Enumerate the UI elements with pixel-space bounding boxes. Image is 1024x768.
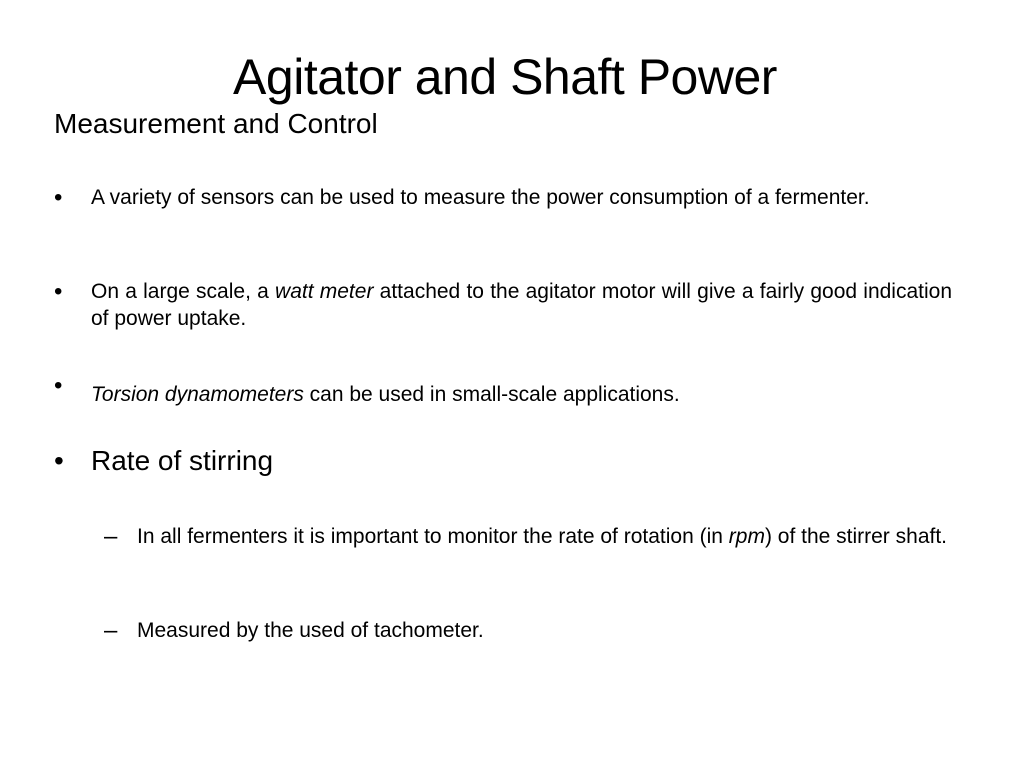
bullet-text [91,184,952,211]
slide-title: Agitator and Shaft Power [233,49,777,105]
bullet-italic-term: Torsion dynamometers [91,383,304,406]
bullet-text [91,278,952,332]
bullet-text-run: attached to the agitator motor will give a fairly good indication of power uptake. [91,280,953,330]
dash-icon: – [104,617,118,644]
bullet-icon: • [54,184,63,211]
bullet-text [91,381,952,408]
sub-bullet-text-run: ) of the stirrer shaft. [764,525,947,548]
sub-bullet-text-run: Measured by the used of tachometer. [137,619,484,642]
bullet-text-run: A variety of sensors can be used to measure the power consumption of a fermenter. [91,186,870,209]
slide-subtitle: Measurement and Control [54,108,378,139]
bullet-icon: • [54,372,63,399]
bullet-icon: • [54,278,63,305]
sub-bullet-text [137,523,952,550]
bullet-text-run: can be used in small-scale applications. [303,383,680,406]
bullet-text-run: On a large scale, a [91,280,276,303]
bullet-italic-term: watt meter [275,280,374,303]
bullet-text-run: Rate of stirring [91,445,274,476]
sub-bullet-italic-term: rpm [728,525,765,548]
sub-bullet-text [137,617,952,644]
bullet-icon: • [54,445,64,476]
bullet-text [91,444,952,478]
dash-icon: – [104,523,118,550]
sub-bullet-text-run: In all fermenters it is important to monitor the rate of rotation (in [137,525,729,548]
